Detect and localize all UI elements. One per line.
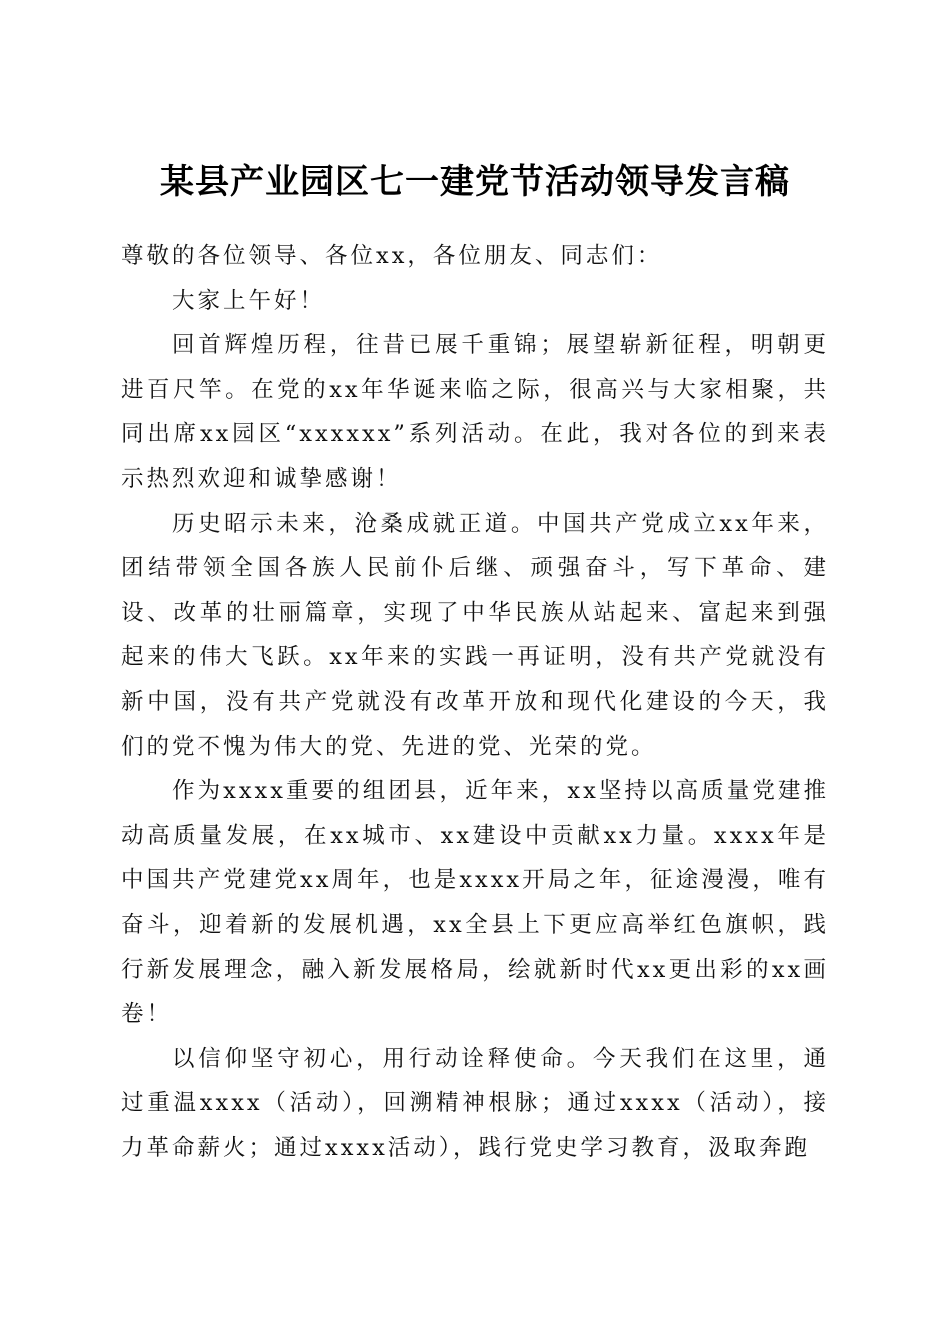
document-title: 某县产业园区七一建党节活动领导发言稿 <box>160 161 790 202</box>
document-body <box>121 234 829 1170</box>
paragraph-greeting: 大家上午好！ <box>172 287 326 314</box>
salutation: 尊敬的各位领导、各位xx，各位朋友、同志们： <box>121 243 663 269</box>
paragraph-opening: 回首辉煌历程，往昔已展千重锦；展望崭新征程，明朝更进百尺竿。在党的xx年华诞来临之际，很高兴与大家相聚，共同出席xx园区“xxxxxx”系列活动。在此，我对各位的到来表示热烈欢迎和诚挚感谢！ <box>121 332 829 492</box>
paragraph-development: 作为xxxx重要的组团县，近年来，xx坚持以高质量党建推动高质量发展，在xx城市、xx建设中贡献xx力量。xxxx年是中国共产党建党xx周年，也是xxxx开局之年，征途漫漫，唯有奋斗，迎着新的发展机遇，xx全县上下更应高举红色旗帜，践行新发展理念，融入新发展格局，绘就新时代xx更出彩的xx画卷！ <box>121 778 829 1028</box>
paragraph-mission: 以信仰坚守初心，用行动诠释使命。今天我们在这里，通过重温xxxx（活动），回溯精神根脉；通过xxxx（活动），接力革命薪火；通过xxxx活动），践行党史学习教育，汲取奔跑 <box>121 1045 829 1161</box>
paragraph-history: 历史昭示未来，沧桑成就正道。中国共产党成立xx年来，团结带领全国各族人民前仆后继、顽强奋斗，写下革命、建设、改革的壮丽篇章，实现了中华民族从站起来、富起来到强起来的伟大飞跃。xx年来的实践一再证明，没有共产党就没有新中国，没有共产党就没有改革开放和现代化建设的今天，我们的党不愧为伟大的党、先进的党、光荣的党。 <box>121 510 829 760</box>
